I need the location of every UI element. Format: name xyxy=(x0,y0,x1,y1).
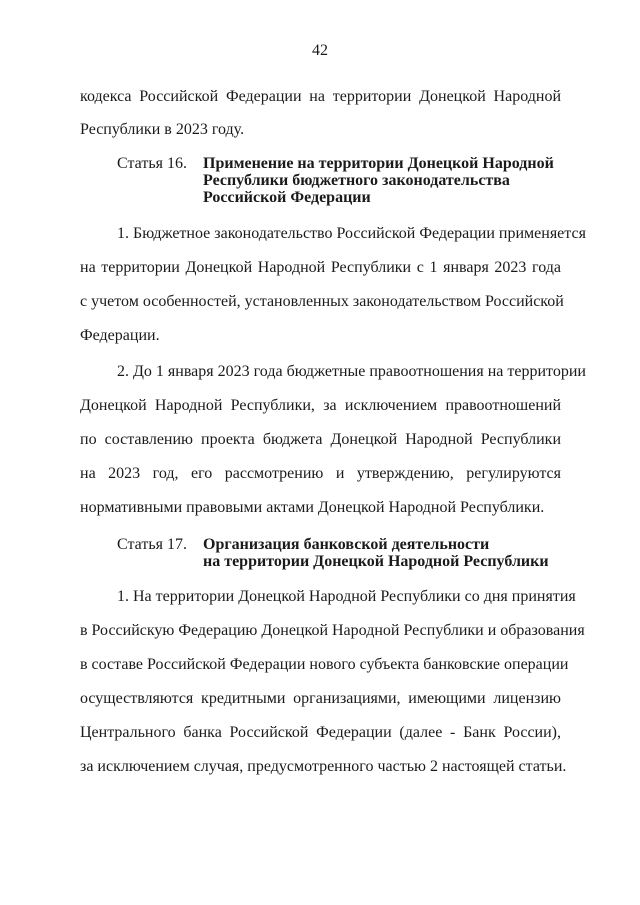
paragraph-line: нормативными правовыми актами Донецкой Народной Республики. xyxy=(80,499,545,516)
page-number: 42 xyxy=(312,42,328,59)
paragraph-line: по составлению проекта бюджета Донецкой Народной Республики xyxy=(80,431,561,448)
article-16-title-line-2: Республики бюджетного законодательства xyxy=(203,172,510,189)
paragraph-line: 1. Бюджетное законодательство Российской Федерации применяется xyxy=(117,225,586,242)
paragraph-line: Донецкой Народной Республики, за исключением правоотношений xyxy=(80,397,561,414)
paragraph-line: Федерации. xyxy=(80,327,160,344)
paragraph-line: 2. До 1 января 2023 года бюджетные правоотношения на территории xyxy=(117,363,586,380)
paragraph-line: в Российскую Федерацию Донецкой Народной Республики и образования xyxy=(80,622,585,639)
article-17-title-line-1: Организация банковской деятельности xyxy=(203,536,490,553)
article-17-number: Статья 17. xyxy=(117,536,187,553)
paragraph-line: на территории Донецкой Народной Республики с 1 января 2023 года xyxy=(80,259,561,276)
intro-line-2: Республики в 2023 году. xyxy=(80,121,245,138)
paragraph-line: осуществляются кредитными организациями, имеющими лицензию xyxy=(80,690,561,707)
article-16-title-line-1: Применение на территории Донецкой Народной xyxy=(203,155,554,172)
paragraph-line: в составе Российской Федерации нового субъекта банковские операции xyxy=(80,656,569,673)
paragraph-line: на 2023 год, его рассмотрению и утверждению, регулируются xyxy=(80,465,561,482)
article-17-title-line-2: на территории Донецкой Народной Республики xyxy=(203,553,549,570)
paragraph-line: 1. На территории Донецкой Народной Республики со дня принятия xyxy=(117,588,576,605)
paragraph-line: Центрального банка Российской Федерации (далее - Банк России), xyxy=(80,724,561,741)
article-16-title-line-3: Российской Федерации xyxy=(203,189,371,206)
paragraph-line: с учетом особенностей, установленных законодательством Российской xyxy=(80,293,564,310)
intro-line-1: кодекса Российской Федерации на территории Донецкой Народной xyxy=(80,88,561,105)
paragraph-line: за исключением случая, предусмотренного частью 2 настоящей статьи. xyxy=(80,758,567,775)
article-16-number: Статья 16. xyxy=(117,155,187,172)
